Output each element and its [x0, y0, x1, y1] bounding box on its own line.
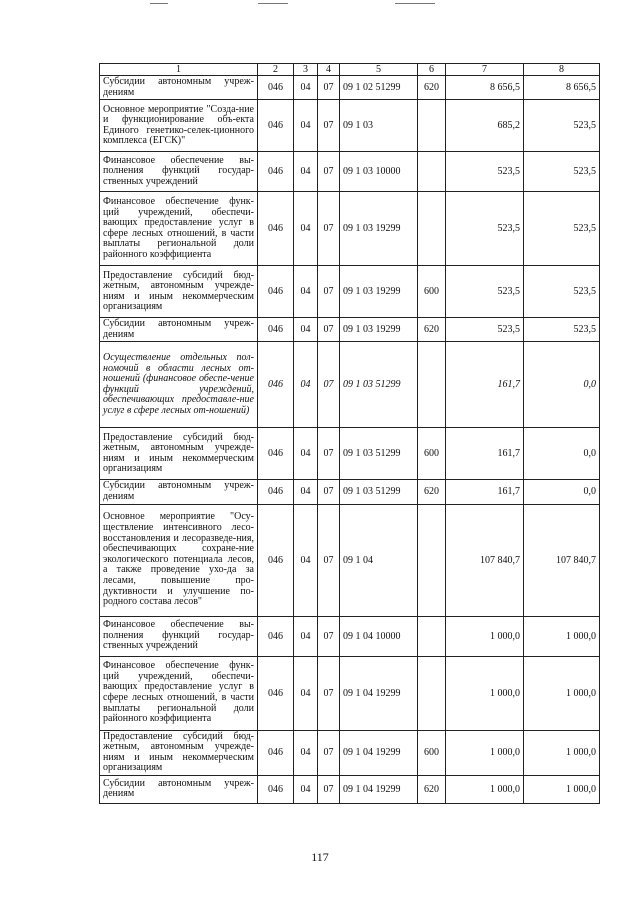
- section-code-cell: 04: [294, 504, 318, 616]
- subsection-code-cell: 07: [318, 266, 340, 318]
- target-article-cell: 09 1 02 51299: [340, 76, 418, 100]
- subsection-code-cell: 07: [318, 152, 340, 192]
- column-header: 4: [318, 64, 340, 76]
- target-article-cell: 09 1 04 19299: [340, 775, 418, 803]
- table-row: [100, 775, 600, 803]
- ministry-code-cell: 046: [258, 342, 294, 428]
- column-header: 7: [446, 64, 524, 76]
- item-name-cell: Финансовое обеспечение функ-ций учреждений, обеспечи-вающих предоставление услуг в сфере лесных отношений, в части выплаты региональной доли районного коэффициента: [100, 656, 258, 730]
- target-article-cell: 09 1 03: [340, 100, 418, 152]
- table-row: [100, 730, 600, 775]
- target-article-cell: 09 1 03 19299: [340, 192, 418, 266]
- table-row: [100, 616, 600, 656]
- expense-type-cell: 620: [418, 76, 446, 100]
- item-name-cell: Предоставление субсидий бюд-жетным, автономным учрежде-ниям и иным некоммерческим организациям: [100, 730, 258, 775]
- section-code-cell: 04: [294, 775, 318, 803]
- ministry-code-cell: 046: [258, 192, 294, 266]
- table-row: [100, 100, 600, 152]
- amount-year1-cell: 1 000,0: [446, 775, 524, 803]
- ministry-code-cell: 046: [258, 428, 294, 480]
- item-name-cell: Предоставление субсидий бюд-жетным, автономным учрежде-ниям и иным некоммерческим организациям: [100, 428, 258, 480]
- scan-artifact: [258, 3, 288, 4]
- column-header: 1: [100, 64, 258, 76]
- scan-artifact: [150, 3, 168, 4]
- ministry-code-cell: 046: [258, 656, 294, 730]
- amount-year1-cell: 161,7: [446, 342, 524, 428]
- amount-year2-cell: 8 656,5: [524, 76, 600, 100]
- amount-year2-cell: 523,5: [524, 192, 600, 266]
- subsection-code-cell: 07: [318, 775, 340, 803]
- table-row: [100, 192, 600, 266]
- section-code-cell: 04: [294, 318, 318, 342]
- item-name-cell: Финансовое обеспечение функ-ций учреждений, обеспечи-вающих предоставление услуг в сфере лесных отношений, в части выплаты региональной доли районного коэффициента: [100, 192, 258, 266]
- subsection-code-cell: 07: [318, 730, 340, 775]
- amount-year1-cell: 1 000,0: [446, 616, 524, 656]
- table-row: [100, 504, 600, 616]
- subsection-code-cell: 07: [318, 192, 340, 266]
- amount-year2-cell: 1 000,0: [524, 730, 600, 775]
- expense-type-cell: [418, 656, 446, 730]
- amount-year2-cell: 523,5: [524, 266, 600, 318]
- item-name-cell: Субсидии автономным учреж-дениям: [100, 318, 258, 342]
- expense-type-cell: 620: [418, 480, 446, 504]
- section-code-cell: 04: [294, 266, 318, 318]
- budget-table: [99, 63, 600, 804]
- expense-type-cell: 600: [418, 730, 446, 775]
- section-code-cell: 04: [294, 192, 318, 266]
- amount-year2-cell: 1 000,0: [524, 775, 600, 803]
- subsection-code-cell: 07: [318, 318, 340, 342]
- subsection-code-cell: 07: [318, 656, 340, 730]
- target-article-cell: 09 1 03 51299: [340, 480, 418, 504]
- amount-year1-cell: 523,5: [446, 266, 524, 318]
- amount-year1-cell: 1 000,0: [446, 656, 524, 730]
- target-article-cell: 09 1 03 10000: [340, 152, 418, 192]
- amount-year2-cell: 523,5: [524, 318, 600, 342]
- target-article-cell: 09 1 03 51299: [340, 428, 418, 480]
- target-article-cell: 09 1 04 10000: [340, 616, 418, 656]
- section-code-cell: 04: [294, 152, 318, 192]
- amount-year1-cell: 523,5: [446, 318, 524, 342]
- expense-type-cell: 620: [418, 775, 446, 803]
- amount-year2-cell: 107 840,7: [524, 504, 600, 616]
- ministry-code-cell: 046: [258, 76, 294, 100]
- item-name-cell: Субсидии автономным учреж-дениям: [100, 480, 258, 504]
- ministry-code-cell: 046: [258, 730, 294, 775]
- table-body: [100, 76, 600, 804]
- amount-year1-cell: 8 656,5: [446, 76, 524, 100]
- item-name-cell: Основное мероприятие "Созда-ние и функционирование объ-екта Единого генетико-селек-ционного комплекса (ЕГСК)": [100, 100, 258, 152]
- item-name-cell: Финансовое обеспечение вы-полнения функций государ-ственных учреждений: [100, 152, 258, 192]
- amount-year2-cell: 1 000,0: [524, 616, 600, 656]
- item-name-cell: Предоставление субсидий бюд-жетным, автономным учрежде-ниям и иным некоммерческим организациям: [100, 266, 258, 318]
- table-row: [100, 152, 600, 192]
- expense-type-cell: [418, 100, 446, 152]
- expense-type-cell: [418, 192, 446, 266]
- table-row: [100, 480, 600, 504]
- ministry-code-cell: 046: [258, 152, 294, 192]
- table-row: [100, 318, 600, 342]
- column-header: 8: [524, 64, 600, 76]
- target-article-cell: 09 1 03 19299: [340, 266, 418, 318]
- table-row: [100, 656, 600, 730]
- table-header-row: [100, 64, 600, 76]
- amount-year2-cell: 1 000,0: [524, 656, 600, 730]
- ministry-code-cell: 046: [258, 266, 294, 318]
- target-article-cell: 09 1 03 51299: [340, 342, 418, 428]
- table-row: [100, 428, 600, 480]
- expense-type-cell: [418, 504, 446, 616]
- amount-year1-cell: 161,7: [446, 480, 524, 504]
- section-code-cell: 04: [294, 428, 318, 480]
- ministry-code-cell: 046: [258, 318, 294, 342]
- section-code-cell: 04: [294, 76, 318, 100]
- amount-year1-cell: 523,5: [446, 152, 524, 192]
- amount-year2-cell: 0,0: [524, 342, 600, 428]
- target-article-cell: 09 1 04 19299: [340, 730, 418, 775]
- target-article-cell: 09 1 04: [340, 504, 418, 616]
- amount-year2-cell: 0,0: [524, 428, 600, 480]
- expense-type-cell: [418, 616, 446, 656]
- section-code-cell: 04: [294, 342, 318, 428]
- subsection-code-cell: 07: [318, 76, 340, 100]
- section-code-cell: 04: [294, 730, 318, 775]
- ministry-code-cell: 046: [258, 616, 294, 656]
- expense-type-cell: [418, 152, 446, 192]
- expense-type-cell: [418, 342, 446, 428]
- amount-year1-cell: 1 000,0: [446, 730, 524, 775]
- table-row: [100, 266, 600, 318]
- ministry-code-cell: 046: [258, 775, 294, 803]
- section-code-cell: 04: [294, 100, 318, 152]
- subsection-code-cell: 07: [318, 100, 340, 152]
- subsection-code-cell: 07: [318, 480, 340, 504]
- section-code-cell: 04: [294, 656, 318, 730]
- amount-year2-cell: 523,5: [524, 100, 600, 152]
- amount-year1-cell: 523,5: [446, 192, 524, 266]
- table-row: [100, 342, 600, 428]
- ministry-code-cell: 046: [258, 504, 294, 616]
- subsection-code-cell: 07: [318, 342, 340, 428]
- column-header: 2: [258, 64, 294, 76]
- item-name-cell: Субсидии автономным учреж-дениям: [100, 76, 258, 100]
- item-name-cell: Осуществление отдельных пол-номочий в области лесных от-ношений (финансовое обеспе-чение функций учреждений, обеспечивающих предоставле-ние услуг в сфере лесных от-ношений): [100, 342, 258, 428]
- item-name-cell: Основное мероприятие "Осу-ществление интенсивного лесо-восстановления и лесоразведе-ния, обеспечивающих сохране-ние экологического потенциала лесов, а также проведение ухо-да за лесами, повышение про-дуктивности и улучшение по-родного состава лесов": [100, 504, 258, 616]
- subsection-code-cell: 07: [318, 428, 340, 480]
- amount-year2-cell: 523,5: [524, 152, 600, 192]
- column-header: 3: [294, 64, 318, 76]
- amount-year1-cell: 161,7: [446, 428, 524, 480]
- ministry-code-cell: 046: [258, 100, 294, 152]
- ministry-code-cell: 046: [258, 480, 294, 504]
- column-header: 5: [340, 64, 418, 76]
- column-header: 6: [418, 64, 446, 76]
- page-number: 117: [311, 850, 329, 864]
- item-name-cell: Субсидии автономным учреж-дениям: [100, 775, 258, 803]
- section-code-cell: 04: [294, 480, 318, 504]
- expense-type-cell: 600: [418, 428, 446, 480]
- item-name-cell: Финансовое обеспечение вы-полнения функций государ-ственных учреждений: [100, 616, 258, 656]
- expense-type-cell: 620: [418, 318, 446, 342]
- subsection-code-cell: 07: [318, 504, 340, 616]
- table-row: [100, 76, 600, 100]
- amount-year1-cell: 685,2: [446, 100, 524, 152]
- amount-year1-cell: 107 840,7: [446, 504, 524, 616]
- amount-year2-cell: 0,0: [524, 480, 600, 504]
- target-article-cell: 09 1 03 19299: [340, 318, 418, 342]
- subsection-code-cell: 07: [318, 616, 340, 656]
- section-code-cell: 04: [294, 616, 318, 656]
- expense-type-cell: 600: [418, 266, 446, 318]
- target-article-cell: 09 1 04 19299: [340, 656, 418, 730]
- scan-artifact: [395, 3, 435, 4]
